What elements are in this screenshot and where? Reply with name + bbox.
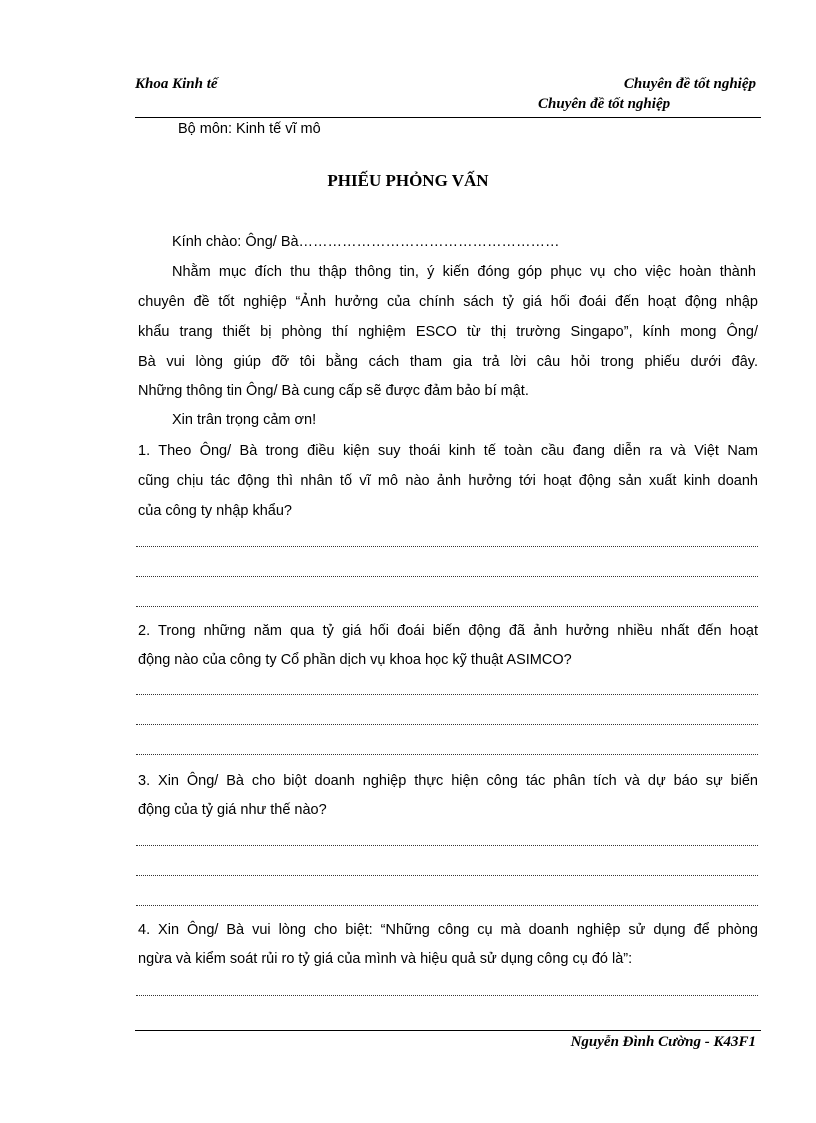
question-2-line: 2. Trong những năm qua tỷ giá hối đoái biến động đã ảnh hưởng nhiều nhất đến hoạt bbox=[138, 623, 758, 639]
faculty-label: Khoa Kinh tế bbox=[135, 76, 218, 92]
question-1-line: cũng chịu tác động thì nhân tố vĩ mô nào ảnh hưởng tới hoạt động sản xuất kinh doanh bbox=[138, 473, 758, 489]
thanks-line: Xin trân trọng cảm ơn! bbox=[172, 412, 317, 428]
header-rule bbox=[135, 117, 761, 118]
answer-line[interactable] bbox=[136, 995, 758, 996]
page-title: PHIẾU PHỎNG VẤN bbox=[327, 171, 489, 190]
answer-line[interactable] bbox=[136, 606, 758, 607]
intro-paragraph-line: Những thông tin Ông/ Bà cung cấp sẽ được đảm bảo bí mật. bbox=[138, 383, 529, 399]
intro-paragraph-line: Nhằm mục đích thu thập thông tin, ý kiến đóng góp phục vụ cho việc hoàn thành bbox=[172, 264, 756, 280]
answer-line[interactable] bbox=[136, 905, 758, 906]
answer-line[interactable] bbox=[136, 754, 758, 755]
footer-rule bbox=[135, 1030, 761, 1031]
question-1-line: của công ty nhập khẩu? bbox=[138, 503, 292, 519]
doc-type-label: Chuyên đề tốt nghiệp bbox=[623, 76, 756, 92]
doc-type-label-2: Chuyên đề tốt nghiệp bbox=[538, 96, 671, 112]
question-3-line: 3. Xin Ông/ Bà cho biột doanh nghiệp thực hiện công tác phân tích và dự báo sự biến bbox=[138, 773, 758, 789]
question-1-line: 1. Theo Ông/ Bà trong điều kiện suy thoái kinh tế toàn cầu đang diễn ra và Việt Nam bbox=[138, 443, 758, 459]
answer-line[interactable] bbox=[136, 845, 758, 846]
intro-paragraph-line: chuyên đề tốt nghiệp “Ảnh hưởng của chính sách tỷ giá hối đoái đến hoạt động nhập bbox=[138, 294, 758, 310]
intro-paragraph-line: Bà vui lòng giúp đỡ tôi bằng cách tham gia trả lời câu hỏi trong phiếu dưới đây. bbox=[138, 354, 758, 370]
answer-line[interactable] bbox=[136, 576, 758, 577]
question-4-line: 4. Xin Ông/ Bà vui lòng cho biệt: “Những công cụ mà doanh nghiệp sử dụng để phòng bbox=[138, 922, 758, 938]
answer-line[interactable] bbox=[136, 724, 758, 725]
answer-line[interactable] bbox=[136, 694, 758, 695]
author-label: Nguyễn Đình Cường - K43F1 bbox=[570, 1034, 756, 1050]
greeting-line: Kính chào: Ông/ Bà……………………………………………… bbox=[172, 234, 560, 250]
intro-paragraph-line: khẩu trang thiết bị phòng thí nghiệm ESCO từ thị trường Singapo”, kính mong Ông/ bbox=[138, 324, 758, 340]
answer-line[interactable] bbox=[136, 875, 758, 876]
question-2-line: động nào của công ty Cổ phần dịch vụ khoa học kỹ thuật ASIMCO? bbox=[138, 652, 572, 668]
answer-line[interactable] bbox=[136, 546, 758, 547]
question-3-line: động của tỷ giá như thế nào? bbox=[138, 802, 327, 818]
department-label: Bộ môn: Kinh tế vĩ mô bbox=[178, 121, 321, 137]
question-4-line: ngừa và kiểm soát rủi ro tỷ giá của mình và hiệu quả sử dụng công cụ đó là”: bbox=[138, 951, 633, 967]
